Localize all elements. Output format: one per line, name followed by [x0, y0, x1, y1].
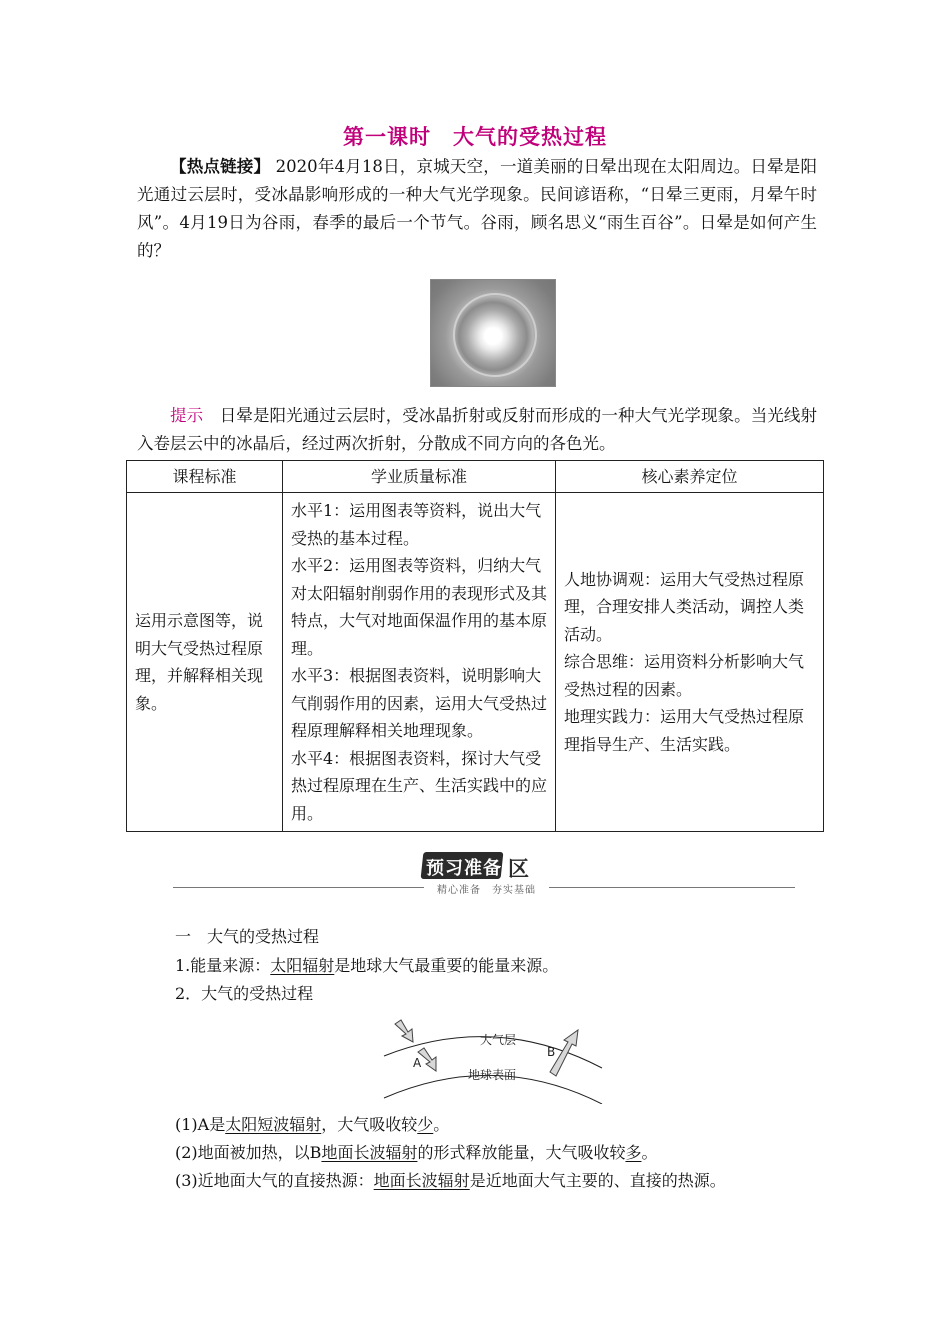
quality-level-1: 水平1：运用图表等资料，说出大气受热的基本过程。 — [291, 501, 542, 548]
lesson-title-part2: 大气的受热过程 — [453, 125, 607, 149]
core-literacy-cell — [556, 493, 824, 832]
point-1-blank-1: 太阳短波辐射 — [225, 1115, 322, 1134]
point-1-suffix: 。 — [433, 1115, 450, 1134]
label-a: A — [413, 1056, 422, 1070]
point-1 — [175, 1113, 449, 1137]
point-3-prefix: (3)近地面大气的直接热源： — [175, 1171, 374, 1190]
energy-source-suffix: 是地球大气最重要的能量来源。 — [334, 956, 559, 975]
lesson-title-part1: 第一课时 — [343, 125, 431, 149]
quality-level-3: 水平3：根据图表资料，说明影响大气削弱作用的因素，运用大气受热过程原理解释相关地理现象。 — [291, 666, 548, 740]
banner-title: 预习准备 — [426, 858, 502, 879]
point-2 — [175, 1141, 658, 1165]
point-2-blank-1: 地面长波辐射 — [321, 1143, 418, 1162]
label-atmosphere: 大气层 — [480, 1033, 517, 1047]
label-surface: 地球表面 — [468, 1068, 517, 1082]
banner-suffix: 区 — [508, 857, 529, 881]
quality-level-4: 水平4：根据图表资料，探讨大气受热过程原理在生产、生活实践中的应用。 — [291, 748, 548, 823]
quality-level-2: 水平2：运用图表等资料，归纳大气对太阳辐射削弱作用的表现形式及其特点，大气对地面保温作用的基本原理。 — [291, 556, 548, 658]
incoming-arrow-top — [395, 1020, 413, 1042]
energy-source-line — [175, 954, 558, 978]
hint-label: 提示 — [170, 406, 204, 425]
point-2-blank-2: 多 — [625, 1143, 642, 1162]
literacy-3: 地理实践力：运用大气受热过程原理指导生产、生活实践。 — [564, 707, 805, 754]
energy-source-blank: 太阳辐射 — [270, 956, 335, 975]
point-3 — [175, 1169, 726, 1193]
header-quality-standard: 学业质量标准 — [283, 461, 556, 493]
sun-glare — [483, 327, 503, 343]
sun-halo-photo — [430, 279, 556, 387]
point-3-blank: 地面长波辐射 — [373, 1171, 470, 1190]
label-b: B — [547, 1045, 556, 1059]
point-3-suffix: 是近地面大气主要的、直接的热源。 — [469, 1171, 726, 1190]
hot-link-paragraph — [137, 153, 817, 265]
standards-table — [126, 460, 824, 832]
banner-subtitle: 精心准备 夯实基础 — [424, 881, 549, 896]
heating-process-heading: 2．大气的受热过程 — [175, 984, 314, 1003]
heating-process-diagram — [382, 1018, 608, 1104]
table-header-row — [127, 461, 824, 493]
header-core-literacy: 核心素养定位 — [556, 461, 824, 493]
quality-standard-cell — [283, 493, 556, 832]
point-2-suffix: 。 — [641, 1143, 658, 1162]
point-2-mid: 的形式释放能量，大气吸收较 — [417, 1143, 626, 1162]
section-heading: 一 大气的受热过程 — [175, 927, 320, 946]
point-2-prefix: (2)地面被加热，以B — [175, 1143, 322, 1162]
point-1-prefix: (1)A是 — [175, 1115, 226, 1134]
hint-paragraph — [137, 402, 817, 458]
lesson-title — [0, 121, 950, 151]
literacy-1: 人地协调观：运用大气受热过程原理，合理安排人类活动，调控人类活动。 — [564, 569, 805, 644]
energy-source-prefix: 1.能量来源： — [175, 956, 271, 975]
point-1-mid: ，大气吸收较 — [321, 1115, 418, 1134]
hint-text: 日晕是阳光通过云层时，受冰晶折射或反射而形成的一种大气光学现象。当光线射入卷层云中的冰晶后，经过两次折射，分散成不同方向的各色光。 — [137, 406, 818, 453]
section-banner — [0, 852, 950, 896]
hot-link-text: 2020年4月18日，京城天空，一道美丽的日晕出现在太阳周边。日晕是阳光通过云层时，受冰晶影响形成的一种大气光学现象。民间谚语称，“日晕三更雨，月晕午时风”。4月19日为谷雨，春季的最后一个节气。谷雨，顾名思义“雨生百谷”。日晕是如何产生的？ — [137, 157, 818, 260]
hot-link-label: 【热点链接】 — [170, 157, 271, 176]
point-1-blank-2: 少 — [417, 1115, 434, 1134]
header-course-standard: 课程标准 — [127, 461, 283, 493]
table-row — [127, 493, 824, 832]
course-standard-cell: 运用示意图等，说明大气受热过程原理，并解释相关现象。 — [127, 493, 283, 832]
literacy-2: 综合思维：运用资料分析影响大气受热过程的因素。 — [564, 652, 805, 699]
